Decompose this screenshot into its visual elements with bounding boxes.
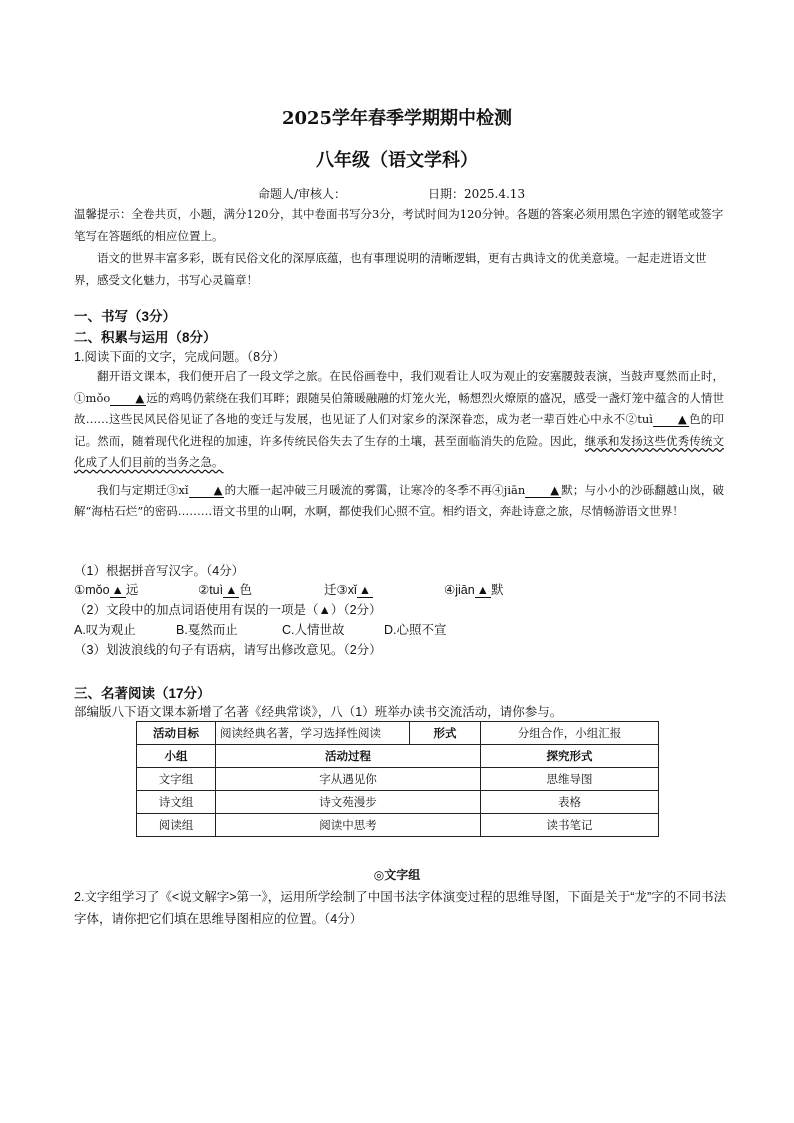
- question-1-stem: 1.阅读下面的文字，完成问题。（8分）: [74, 350, 286, 364]
- table-cell: 字从遇见你: [216, 768, 481, 791]
- table-cell: 文字组: [137, 768, 216, 791]
- form-label: 形式: [410, 722, 481, 745]
- blank-1: ▲: [110, 391, 146, 406]
- passage-paragraph-1: 翻开语文课本，我们便开启了一段文学之旅。在民俗画卷中，我们观看让人叹为观止的安塞腰鼓表演，当鼓声戛然而止时，①mǒo ▲ 远的鸡鸣仍萦绕在我们耳畔；跟随吴伯箫暖融融的灯笼火光，畅想烈火燎原的盛况，感受一盏灯笼中蕴含的人情世故……这些民风民俗见证了各地的变迁与发展，也见证了人们对家乡的深深眷恋，成为老一辈百姓心中永不②tuì ▲ 色的印记。然而，随着现代化进程的加速，许多传统民俗失去了生存的土壤，甚至面临消失的危险。因此，继承和发扬这些优秀传统文化成了人们目前的当务之急。: [74, 369, 724, 469]
- exam-title: 2025学年春季学期期中检测: [281, 108, 513, 129]
- section-2-heading: 二、积累与运用（8分）: [74, 330, 217, 345]
- blank-2: ▲: [653, 412, 689, 427]
- notice-tip: 温馨提示：全卷共页，小题，满分120分，其中卷面书写分3分，考试时间为120分钟。各题的答案必须用黑色字迹的钢笔或签字笔写在答题纸的相应位置上。: [74, 207, 724, 243]
- table-cell: 表格: [481, 791, 659, 814]
- table-header-cell: 活动过程: [216, 745, 481, 768]
- passage-paragraph-2: 我们与定期迁③xǐ ▲ 的大雁一起冲破三月暖流的雾霭，让寒冷的冬季不再④jiān ▲ 默；与小小的沙砾翻越山岚，破解“海枯石烂”的密码………语文书里的山啊，水啊，都使我们心照不宣。相约语文，奔赴诗意之旅，尽情畅游语文世界！: [74, 482, 724, 518]
- table-cell: 阅读组: [137, 814, 216, 837]
- option-c: C.人情世故: [282, 623, 345, 637]
- pinyin-item-1: ①mǒo ▲ 远: [74, 583, 139, 597]
- table-header-cell: 探究形式: [481, 745, 659, 768]
- goal-value: 阅读经典名著，学习选择性阅读: [216, 722, 410, 745]
- notice-block: [74, 203, 724, 291]
- question-2-stem: 2.文字组学习了《<说文解字>第一》，运用所学绘制了中国书法字体演变过程的思维导图，下面是关于“龙”字的不同书法字体，请你把它们填在思维导图相应的位置。（4分）: [74, 890, 727, 926]
- table-row: [137, 745, 659, 768]
- form-value: 分组合作，小组汇报: [481, 722, 659, 745]
- section-1-heading: 一、书写（3分）: [74, 309, 177, 324]
- option-b: B.戛然而止: [176, 623, 238, 637]
- wavy-underlined-sentence: 继承和发扬这些优秀传统文化成了人们目前的当务之急。: [74, 433, 724, 469]
- pinyin-item-3: 迁③xǐ ▲: [324, 583, 372, 597]
- option-a: A.叹为观止: [74, 623, 136, 637]
- activity-table: [136, 721, 659, 837]
- reading-passage: [74, 366, 724, 523]
- blank-4: ▲: [525, 483, 561, 498]
- goal-label: 活动目标: [137, 722, 216, 745]
- table-header-cell: 小组: [137, 745, 216, 768]
- exam-subtitle: 八年级（语文学科）: [316, 150, 478, 171]
- option-d: D.心照不宣: [384, 623, 447, 637]
- table-cell: 诗文组: [137, 791, 216, 814]
- subquestion-1: （1）根据拼音写汉字。（4分）: [74, 564, 245, 578]
- group-heading: ◎文字组: [373, 868, 421, 882]
- table-row: [137, 791, 659, 814]
- pinyin-item-4: ④jiān ▲ 默: [444, 583, 504, 597]
- table-cell: 读书笔记: [481, 814, 659, 837]
- table-row: [137, 814, 659, 837]
- blank-3: ▲: [189, 483, 225, 498]
- subquestion-3: （3）划波浪线的句子有语病，请写出修改意见。（2分）: [74, 643, 382, 657]
- exam-date: 日期：2025.4.13: [428, 187, 526, 201]
- author-label: 命题人/审核人：: [258, 187, 347, 201]
- pinyin-item-2: ②tuì ▲ 色: [198, 583, 252, 597]
- subquestion-2: （2）文段中的加点词语使用有误的一项是（▲）（2分）: [74, 603, 382, 617]
- section-3-intro: 部编版八下语文课本新增了名著《经典常谈》，八（1）班举办读书交流活动，请你参与。: [74, 705, 563, 719]
- table-cell: 诗文苑漫步: [216, 791, 481, 814]
- table-row: [137, 722, 659, 745]
- table-cell: 思维导图: [481, 768, 659, 791]
- notice-intro: 语文的世界丰富多彩，既有民俗文化的深厚底蕴，也有事理说明的清晰逻辑，更有古典诗文的优美意境。一起走进语文世界，感受文化魅力，书写心灵篇章！: [74, 251, 707, 287]
- section-3-heading: 三、名著阅读（17分）: [74, 686, 211, 701]
- table-cell: 阅读中思考: [216, 814, 481, 837]
- table-row: [137, 768, 659, 791]
